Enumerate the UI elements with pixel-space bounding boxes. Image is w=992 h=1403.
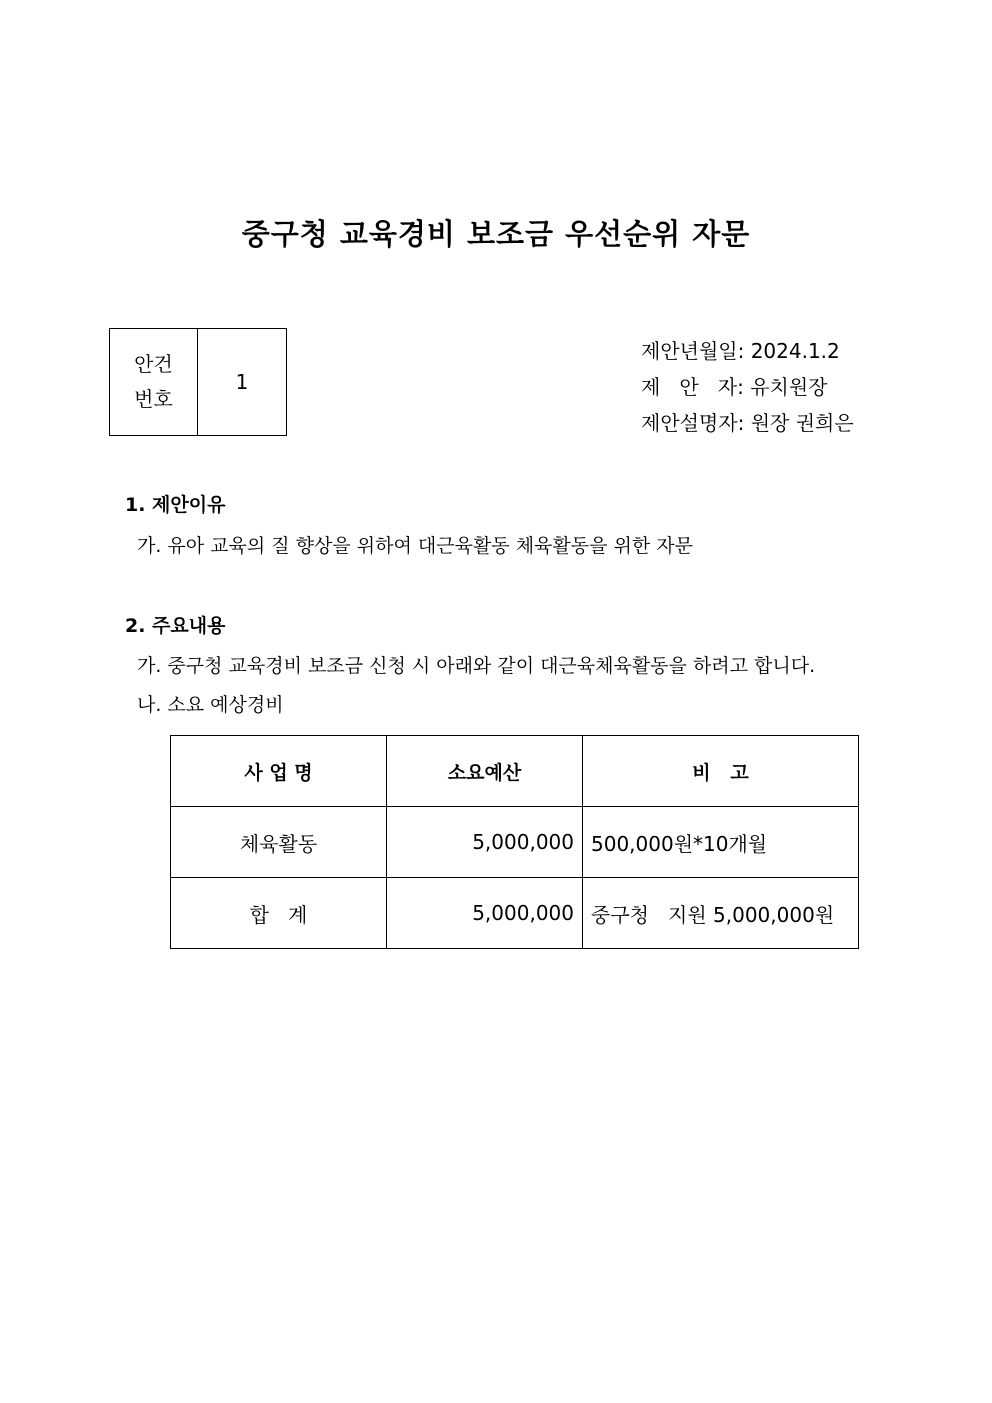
cell-remarks: 500,000원*10개월: [583, 807, 859, 878]
header-remarks: 비 고: [583, 736, 859, 807]
agenda-label-line2: 번호: [134, 387, 173, 411]
proposal-date: 제안년월일: 2024.1.2: [641, 339, 840, 363]
presenter: 제안설명자: 원장 권희은: [641, 411, 854, 435]
cell-project-name: 합 계: [171, 878, 387, 949]
cell-project-name: 체육활동: [171, 807, 387, 878]
cell-remarks: 중구청 지원 5,000,000원: [583, 878, 859, 949]
proposer: 제 안 자: 유치원장: [641, 375, 828, 399]
cell-budget: 5,000,000: [387, 807, 583, 878]
table-header-row: [171, 736, 859, 807]
document-title: 중구청 교육경비 보조금 우선순위 자문: [241, 217, 751, 251]
agenda-number-box: [109, 328, 287, 436]
section-2-heading: 2. 주요내용: [125, 615, 226, 637]
section-2-item-b: 나. 소요 예상경비: [137, 694, 284, 716]
header-budget: 소요예산: [387, 736, 583, 807]
section-1-item-a: 가. 유아 교육의 질 향상을 위하여 대근육활동 체육활동을 위한 자문: [137, 535, 693, 557]
agenda-number: 1: [235, 370, 249, 394]
agenda-label: [110, 329, 198, 435]
header-project-name: 사 업 명: [171, 736, 387, 807]
cell-budget: 5,000,000: [387, 878, 583, 949]
table-row: [171, 807, 859, 878]
agenda-label-line1: 안건: [134, 352, 173, 376]
proposal-meta: [641, 333, 854, 441]
section-1-heading: 1. 제안이유: [125, 494, 226, 516]
budget-table: [170, 735, 859, 949]
table-row: [171, 878, 859, 949]
section-2-item-a: 가. 중구청 교육경비 보조금 신청 시 아래와 같이 대근육체육활동을 하려고 합니다.: [137, 655, 816, 677]
